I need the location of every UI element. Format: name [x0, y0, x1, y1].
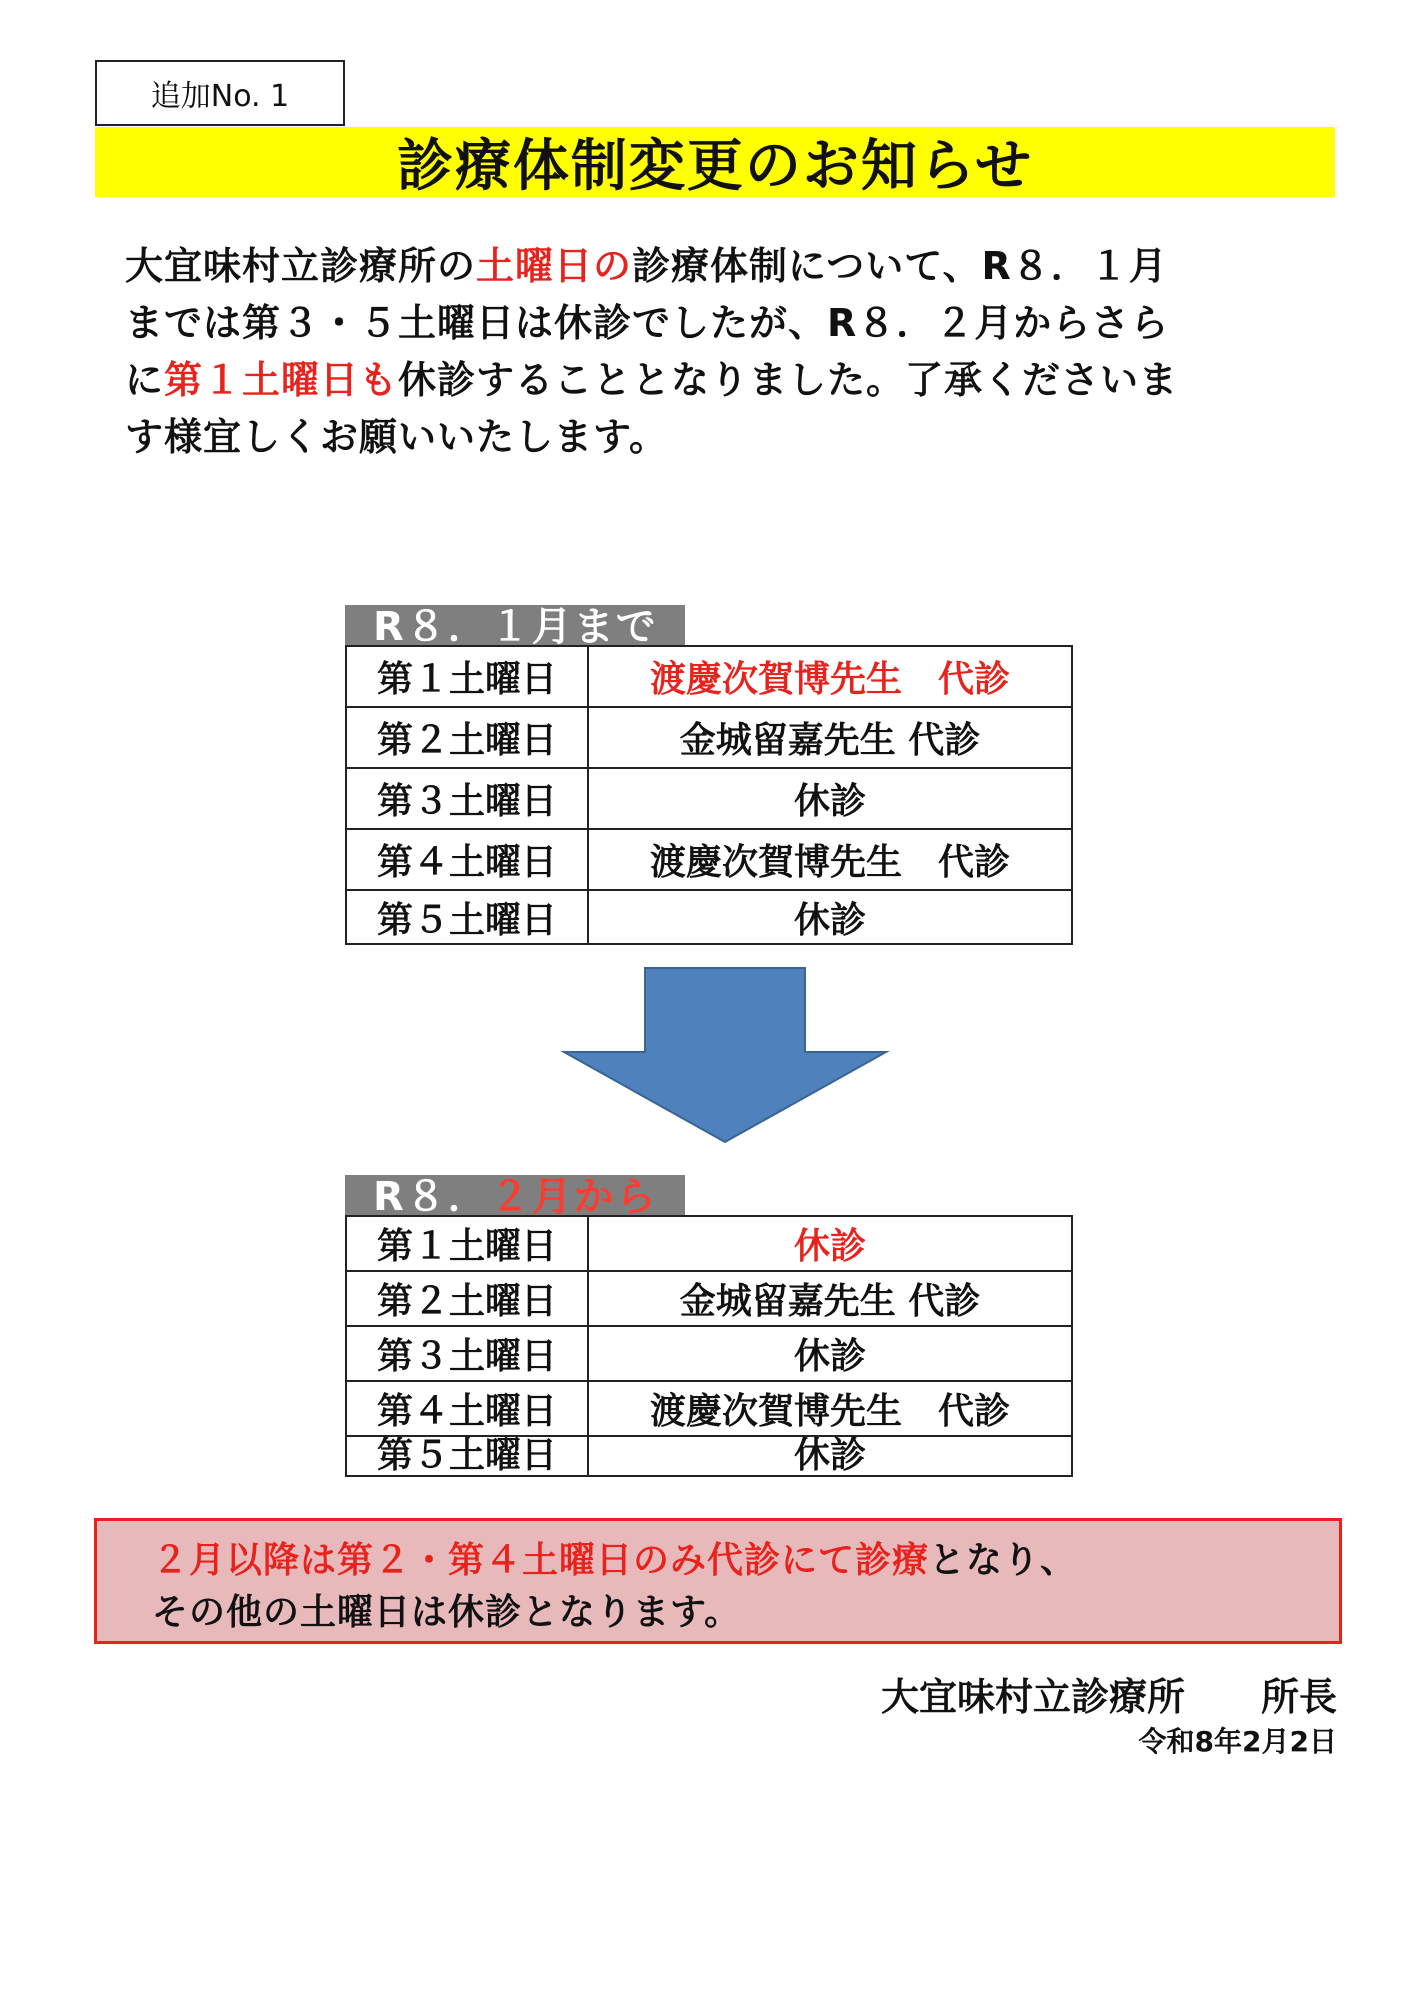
doctor-cell: 金城留嘉先生 代診 [588, 1271, 1072, 1326]
summary-text: その他の土曜日は休診となります。 [152, 1592, 742, 1633]
issuer-name: 大宜味村立診療所 所長 [880, 1675, 1337, 1719]
before-label-text: R８．１月まで [373, 604, 658, 650]
day-cell: 第２土曜日 [346, 707, 588, 768]
after-label-highlight: ２月から [489, 1174, 658, 1220]
before-schedule-table [345, 645, 1073, 945]
notice-number: 追加No. 1 [150, 79, 290, 114]
day-cell: 第１土曜日 [346, 1216, 588, 1271]
day-cell: 第３土曜日 [346, 768, 588, 829]
day-cell: 第３土曜日 [346, 1326, 588, 1381]
after-label-text: R８． [373, 1174, 490, 1220]
table-row [346, 646, 1072, 707]
notice-number-box [95, 60, 345, 126]
intro-paragraph [125, 238, 1305, 466]
issue-date: 令和8年2月2日 [1138, 1725, 1337, 1758]
table-row [346, 768, 1072, 829]
table-row [346, 1326, 1072, 1381]
table-row [346, 1216, 1072, 1271]
doctor-cell: 休診 [588, 1216, 1072, 1271]
day-cell: 第４土曜日 [346, 829, 588, 890]
down-arrow-icon [560, 965, 890, 1145]
doctor-cell: 渡慶次賀博先生 代診 [588, 829, 1072, 890]
day-cell: 第５土曜日 [346, 1436, 588, 1476]
intro-highlight-saturday: 土曜日の [476, 244, 633, 288]
doctor-cell: 休診 [588, 890, 1072, 944]
table-row [346, 1436, 1072, 1476]
doctor-cell: 休診 [588, 1326, 1072, 1381]
day-cell: 第２土曜日 [346, 1271, 588, 1326]
page-title: 診療体制変更のお知らせ [396, 134, 1034, 199]
after-section-label [345, 1174, 685, 1220]
doctor-cell: 休診 [588, 768, 1072, 829]
table-row [346, 829, 1072, 890]
title-banner [95, 127, 1335, 197]
table-row [346, 890, 1072, 944]
table-row [346, 707, 1072, 768]
after-schedule-table [345, 1215, 1073, 1477]
doctor-cell: 休診 [588, 1436, 1072, 1476]
intro-text: 大宜味村立診療所の [125, 244, 477, 288]
doctor-cell: 渡慶次賀博先生 代診 [588, 1381, 1072, 1436]
doctor-cell: 金城留嘉先生 代診 [588, 707, 1072, 768]
day-cell: 第５土曜日 [346, 890, 588, 944]
intro-text: す様宜しくお願いいたします。 [125, 415, 668, 459]
day-cell: 第１土曜日 [346, 646, 588, 707]
intro-text: 休診することとなりました。了承くださいま [398, 358, 1179, 402]
summary-box [94, 1518, 1342, 1644]
table-row [346, 1271, 1072, 1326]
day-cell: 第４土曜日 [346, 1381, 588, 1436]
intro-text: 診療体制について、R８．１月 [632, 244, 1168, 288]
summary-highlight: ２月以降は第２・第４土曜日のみ代診にて診療 [152, 1540, 930, 1581]
summary-text: となり、 [929, 1540, 1078, 1581]
intro-text: までは第３・５土曜日は休診でしたが、R８．２月からさら [125, 301, 1170, 345]
intro-text: に [125, 358, 165, 402]
intro-highlight-first-saturday: 第１土曜日も [164, 358, 399, 402]
doctor-cell: 渡慶次賀博先生 代診 [588, 646, 1072, 707]
before-section-label [345, 604, 685, 650]
table-row [346, 1381, 1072, 1436]
